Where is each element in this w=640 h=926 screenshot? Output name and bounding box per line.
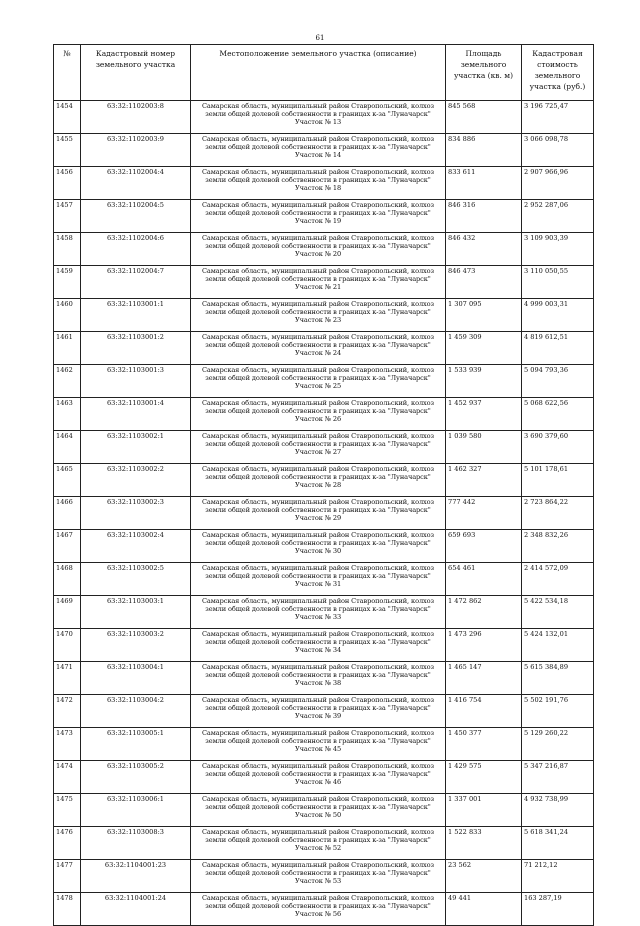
row-number: 1472 bbox=[54, 695, 81, 728]
cadastral-cost: 5 068 622,56 bbox=[522, 398, 594, 431]
cadastral-cost: 3 066 098,78 bbox=[522, 134, 594, 167]
cadastral-cost: 5 422 534,18 bbox=[522, 596, 594, 629]
table-row bbox=[54, 200, 594, 233]
table-row bbox=[54, 431, 594, 464]
area-value: 1 462 327 bbox=[446, 464, 522, 497]
area-value: 1 473 296 bbox=[446, 629, 522, 662]
cadastral-number: 63:32:1103005:1 bbox=[81, 728, 191, 761]
header-cadastral-cost: Кадастровая стоимость земельного участка (руб.) bbox=[522, 45, 594, 101]
cadastral-cost: 4 932 738,99 bbox=[522, 794, 594, 827]
area-value: 1 452 937 bbox=[446, 398, 522, 431]
row-number: 1460 bbox=[54, 299, 81, 332]
cadastral-number: 63:32:1102004:7 bbox=[81, 266, 191, 299]
table-row bbox=[54, 563, 594, 596]
area-value: 846 432 bbox=[446, 233, 522, 266]
area-value: 1 450 377 bbox=[446, 728, 522, 761]
area-value: 1 465 147 bbox=[446, 662, 522, 695]
row-number: 1477 bbox=[54, 860, 81, 893]
location-description: Самарская область, муниципальный район Ставропольский, колхоз земли общей долевой собственности в границах к-за "Луначарск" Участок № 56 bbox=[191, 893, 446, 926]
table-row bbox=[54, 266, 594, 299]
table-row bbox=[54, 728, 594, 761]
row-number: 1458 bbox=[54, 233, 81, 266]
cadastral-number: 63:32:1103003:2 bbox=[81, 629, 191, 662]
location-description: Самарская область, муниципальный район Ставропольский, колхоз земли общей долевой собственности в границах к-за "Луначарск" Участок № 53 bbox=[191, 860, 446, 893]
header-cadastral-number: Кадастровый номер земельного участка bbox=[81, 45, 191, 101]
cadastral-cost: 5 101 178,61 bbox=[522, 464, 594, 497]
table-row bbox=[54, 695, 594, 728]
table-row bbox=[54, 596, 594, 629]
header-area: Площадь земельного участка (кв. м) bbox=[446, 45, 522, 101]
table-row bbox=[54, 662, 594, 695]
header-location: Местоположение земельного участка (описание) bbox=[191, 45, 446, 101]
cadastral-cost: 71 212,12 bbox=[522, 860, 594, 893]
area-value: 833 611 bbox=[446, 167, 522, 200]
row-number: 1454 bbox=[54, 101, 81, 134]
table-row bbox=[54, 134, 594, 167]
area-value: 654 461 bbox=[446, 563, 522, 596]
location-description: Самарская область, муниципальный район Ставропольский, колхоз земли общей долевой собственности в границах к-за "Луначарск" Участок № 18 bbox=[191, 167, 446, 200]
cadastral-number: 63:32:1104001:23 bbox=[81, 860, 191, 893]
cadastral-number: 63:32:1103004:2 bbox=[81, 695, 191, 728]
area-value: 1 533 939 bbox=[446, 365, 522, 398]
location-description: Самарская область, муниципальный район Ставропольский, колхоз земли общей долевой собственности в границах к-за "Луначарск" Участок № 21 bbox=[191, 266, 446, 299]
row-number: 1455 bbox=[54, 134, 81, 167]
cadastral-number: 63:32:1103001:4 bbox=[81, 398, 191, 431]
cadastral-cost: 4 819 612,51 bbox=[522, 332, 594, 365]
area-value: 1 429 575 bbox=[446, 761, 522, 794]
location-description: Самарская область, муниципальный район Ставропольский, колхоз земли общей долевой собственности в границах к-за "Луначарск" Участок № 19 bbox=[191, 200, 446, 233]
location-description: Самарская область, муниципальный район Ставропольский, колхоз земли общей долевой собственности в границах к-за "Луначарск" Участок № 52 bbox=[191, 827, 446, 860]
row-number: 1478 bbox=[54, 893, 81, 926]
row-number: 1463 bbox=[54, 398, 81, 431]
table-row bbox=[54, 860, 594, 893]
area-value: 846 473 bbox=[446, 266, 522, 299]
location-description: Самарская область, муниципальный район Ставропольский, колхоз земли общей долевой собственности в границах к-за "Луначарск" Участок № 46 bbox=[191, 761, 446, 794]
land-plots-table bbox=[53, 44, 594, 926]
cadastral-cost: 5 615 384,89 bbox=[522, 662, 594, 695]
cadastral-number: 63:32:1102003:9 bbox=[81, 134, 191, 167]
location-description: Самарская область, муниципальный район Ставропольский, колхоз земли общей долевой собственности в границах к-за "Луначарск" Участок № 27 bbox=[191, 431, 446, 464]
cadastral-number: 63:32:1102003:8 bbox=[81, 101, 191, 134]
table-row bbox=[54, 629, 594, 662]
row-number: 1473 bbox=[54, 728, 81, 761]
table-row bbox=[54, 299, 594, 332]
location-description: Самарская область, муниципальный район Ставропольский, колхоз земли общей долевой собственности в границах к-за "Луначарск" Участок № 29 bbox=[191, 497, 446, 530]
location-description: Самарская область, муниципальный район Ставропольский, колхоз земли общей долевой собственности в границах к-за "Луначарск" Участок № 26 bbox=[191, 398, 446, 431]
area-value: 1 307 095 bbox=[446, 299, 522, 332]
cadastral-cost: 4 999 003,31 bbox=[522, 299, 594, 332]
cadastral-cost: 2 414 572,09 bbox=[522, 563, 594, 596]
header-number: № bbox=[54, 45, 81, 101]
location-description: Самарская область, муниципальный район Ставропольский, колхоз земли общей долевой собственности в границах к-за "Луначарск" Участок № 30 bbox=[191, 530, 446, 563]
location-description: Самарская область, муниципальный район Ставропольский, колхоз земли общей долевой собственности в границах к-за "Луначарск" Участок № 13 bbox=[191, 101, 446, 134]
cadastral-cost: 3 196 725,47 bbox=[522, 101, 594, 134]
row-number: 1469 bbox=[54, 596, 81, 629]
area-value: 1 337 001 bbox=[446, 794, 522, 827]
table-row bbox=[54, 398, 594, 431]
area-value: 845 568 bbox=[446, 101, 522, 134]
cadastral-number: 63:32:1103002:1 bbox=[81, 431, 191, 464]
row-number: 1474 bbox=[54, 761, 81, 794]
cadastral-cost: 5 347 216,87 bbox=[522, 761, 594, 794]
cadastral-number: 63:32:1102004:4 bbox=[81, 167, 191, 200]
table-row bbox=[54, 464, 594, 497]
cadastral-cost: 5 424 132,01 bbox=[522, 629, 594, 662]
cadastral-number: 63:32:1104001:24 bbox=[81, 893, 191, 926]
table-row bbox=[54, 893, 594, 926]
cadastral-number: 63:32:1103001:1 bbox=[81, 299, 191, 332]
row-number: 1466 bbox=[54, 497, 81, 530]
cadastral-number: 63:32:1103008:3 bbox=[81, 827, 191, 860]
area-value: 1 039 580 bbox=[446, 431, 522, 464]
area-value: 659 693 bbox=[446, 530, 522, 563]
row-number: 1464 bbox=[54, 431, 81, 464]
cadastral-cost: 2 952 287,06 bbox=[522, 200, 594, 233]
table-row bbox=[54, 233, 594, 266]
area-value: 1 459 309 bbox=[446, 332, 522, 365]
location-description: Самарская область, муниципальный район Ставропольский, колхоз земли общей долевой собственности в границах к-за "Луначарск" Участок № 28 bbox=[191, 464, 446, 497]
row-number: 1468 bbox=[54, 563, 81, 596]
table-row bbox=[54, 827, 594, 860]
area-value: 23 562 bbox=[446, 860, 522, 893]
location-description: Самарская область, муниципальный район Ставропольский, колхоз земли общей долевой собственности в границах к-за "Луначарск" Участок № 25 bbox=[191, 365, 446, 398]
cadastral-number: 63:32:1102004:6 bbox=[81, 233, 191, 266]
location-description: Самарская область, муниципальный район Ставропольский, колхоз земли общей долевой собственности в границах к-за "Луначарск" Участок № 14 bbox=[191, 134, 446, 167]
cadastral-cost: 2 723 864,22 bbox=[522, 497, 594, 530]
table-row bbox=[54, 761, 594, 794]
location-description: Самарская область, муниципальный район Ставропольский, колхоз земли общей долевой собственности в границах к-за "Луначарск" Участок № 20 bbox=[191, 233, 446, 266]
table-row bbox=[54, 101, 594, 134]
cadastral-cost: 5 094 793,36 bbox=[522, 365, 594, 398]
cadastral-number: 63:32:1103004:1 bbox=[81, 662, 191, 695]
row-number: 1457 bbox=[54, 200, 81, 233]
row-number: 1470 bbox=[54, 629, 81, 662]
cadastral-number: 63:32:1103002:3 bbox=[81, 497, 191, 530]
row-number: 1471 bbox=[54, 662, 81, 695]
table-row bbox=[54, 332, 594, 365]
cadastral-cost: 2 907 966,96 bbox=[522, 167, 594, 200]
table-row bbox=[54, 365, 594, 398]
row-number: 1465 bbox=[54, 464, 81, 497]
cadastral-cost: 3 690 379,60 bbox=[522, 431, 594, 464]
location-description: Самарская область, муниципальный район Ставропольский, колхоз земли общей долевой собственности в границах к-за "Луначарск" Участок № 39 bbox=[191, 695, 446, 728]
row-number: 1476 bbox=[54, 827, 81, 860]
cadastral-number: 63:32:1103006:1 bbox=[81, 794, 191, 827]
table-body bbox=[54, 101, 594, 926]
row-number: 1467 bbox=[54, 530, 81, 563]
cadastral-cost: 3 110 050,55 bbox=[522, 266, 594, 299]
area-value: 1 416 754 bbox=[446, 695, 522, 728]
page-number: 61 bbox=[315, 34, 325, 42]
cadastral-number: 63:32:1103002:5 bbox=[81, 563, 191, 596]
table-header-row bbox=[54, 45, 594, 101]
table-row bbox=[54, 794, 594, 827]
cadastral-cost: 5 502 191,76 bbox=[522, 695, 594, 728]
row-number: 1456 bbox=[54, 167, 81, 200]
location-description: Самарская область, муниципальный район Ставропольский, колхоз земли общей долевой собственности в границах к-за "Луначарск" Участок № 24 bbox=[191, 332, 446, 365]
table-row bbox=[54, 167, 594, 200]
area-value: 1 522 833 bbox=[446, 827, 522, 860]
area-value: 1 472 862 bbox=[446, 596, 522, 629]
table-row bbox=[54, 497, 594, 530]
row-number: 1461 bbox=[54, 332, 81, 365]
cadastral-cost: 5 618 341,24 bbox=[522, 827, 594, 860]
cadastral-cost: 2 348 832,26 bbox=[522, 530, 594, 563]
location-description: Самарская область, муниципальный район Ставропольский, колхоз земли общей долевой собственности в границах к-за "Луначарск" Участок № 50 bbox=[191, 794, 446, 827]
row-number: 1459 bbox=[54, 266, 81, 299]
location-description: Самарская область, муниципальный район Ставропольский, колхоз земли общей долевой собственности в границах к-за "Луначарск" Участок № 34 bbox=[191, 629, 446, 662]
cadastral-number: 63:32:1103001:3 bbox=[81, 365, 191, 398]
cadastral-cost: 5 129 260,22 bbox=[522, 728, 594, 761]
cadastral-cost: 3 109 903,39 bbox=[522, 233, 594, 266]
location-description: Самарская область, муниципальный район Ставропольский, колхоз земли общей долевой собственности в границах к-за "Луначарск" Участок № 31 bbox=[191, 563, 446, 596]
table-row bbox=[54, 530, 594, 563]
cadastral-number: 63:32:1103005:2 bbox=[81, 761, 191, 794]
location-description: Самарская область, муниципальный район Ставропольский, колхоз земли общей долевой собственности в границах к-за "Луначарск" Участок № 38 bbox=[191, 662, 446, 695]
cadastral-number: 63:32:1103003:1 bbox=[81, 596, 191, 629]
row-number: 1462 bbox=[54, 365, 81, 398]
cadastral-cost: 163 287,19 bbox=[522, 893, 594, 926]
area-value: 846 316 bbox=[446, 200, 522, 233]
cadastral-number: 63:32:1102004:5 bbox=[81, 200, 191, 233]
cadastral-number: 63:32:1103001:2 bbox=[81, 332, 191, 365]
location-description: Самарская область, муниципальный район Ставропольский, колхоз земли общей долевой собственности в границах к-за "Луначарск" Участок № 45 bbox=[191, 728, 446, 761]
area-value: 777 442 bbox=[446, 497, 522, 530]
cadastral-number: 63:32:1103002:4 bbox=[81, 530, 191, 563]
location-description: Самарская область, муниципальный район Ставропольский, колхоз земли общей долевой собственности в границах к-за "Луначарск" Участок № 33 bbox=[191, 596, 446, 629]
location-description: Самарская область, муниципальный район Ставропольский, колхоз земли общей долевой собственности в границах к-за "Луначарск" Участок № 23 bbox=[191, 299, 446, 332]
area-value: 49 441 bbox=[446, 893, 522, 926]
cadastral-number: 63:32:1103002:2 bbox=[81, 464, 191, 497]
area-value: 834 886 bbox=[446, 134, 522, 167]
row-number: 1475 bbox=[54, 794, 81, 827]
